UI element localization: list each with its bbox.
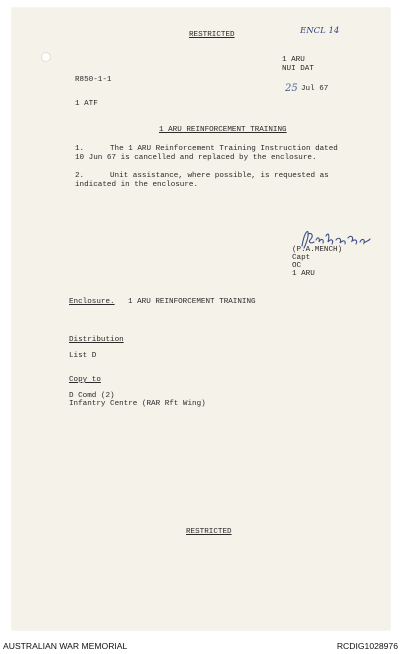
copy-to-item: D Comd (2) [69,392,115,400]
location: NUI DAT [282,65,314,73]
enclosure-text: 1 ARU REINFORCEMENT TRAINING [128,298,256,306]
archive-record-id: RCDIG1028976 [336,641,398,651]
paragraph-1-line-1: The 1 ARU Reinforcement Training Instruction dated [110,145,338,153]
unit: 1 ARU [282,56,305,64]
paragraph-1-line-2: 10 Jun 67 is cancelled and replaced by the enclosure. [75,154,317,162]
document-page [12,8,390,630]
archive-footer [0,638,402,654]
date-day-handwritten: 25 [285,83,298,94]
enclosure-label: Enclosure. [69,298,115,306]
paragraph-1-number: 1. [75,145,85,153]
paragraph-2-line-1: Unit assistance, where possible, is requested as [110,172,329,180]
date: Jul 67 [301,85,329,93]
file-reference: R850-1-1 [75,76,112,84]
distribution-heading: Distribution [69,336,124,344]
signatory-name: (P.A.MENCH) [292,246,343,254]
archive-name: AUSTRALIAN WAR MEMORIAL [3,641,128,651]
enclosure-mark: ENCL 14 [300,26,340,36]
signatory-appointment: OC [292,262,302,270]
distribution-list: List D [69,352,97,360]
punch-hole [41,52,51,62]
signatory-rank: Capt [292,254,311,262]
footer-classification: RESTRICTED [186,528,232,536]
copy-to-item: Infantry Centre (RAR Rft Wing) [69,400,206,408]
copy-to-heading: Copy to [69,376,101,384]
signatory-unit: 1 ARU [292,270,315,278]
paragraph-2-number: 2. [75,172,85,180]
paragraph-2-line-2: indicated in the enclosure. [75,181,199,189]
addressee: 1 ATF [75,100,98,108]
subject-title: 1 ARU REINFORCEMENT TRAINING [159,126,287,134]
header-classification: RESTRICTED [189,31,235,39]
